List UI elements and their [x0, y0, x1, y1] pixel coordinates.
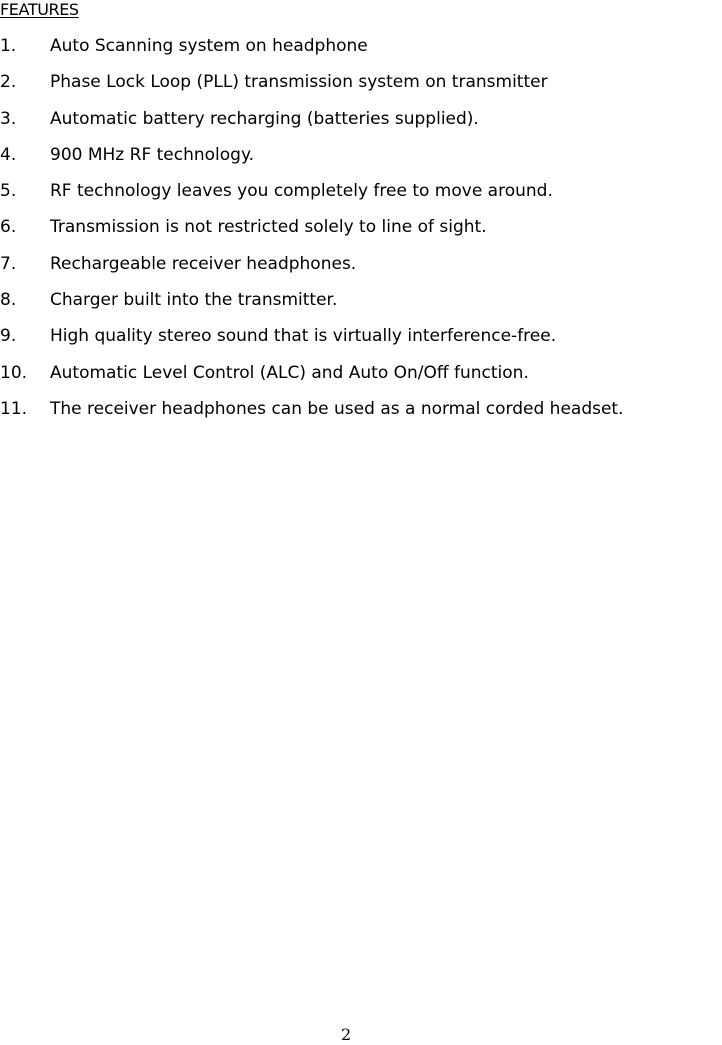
- feature-item: [0, 176, 722, 212]
- section-heading: FEATURES: [0, 0, 79, 19]
- feature-number: 6.: [0, 217, 17, 238]
- feature-text: Auto Scanning system on headphone: [50, 36, 368, 56]
- feature-number: 1.: [0, 36, 17, 56]
- feature-item: [0, 212, 722, 248]
- feature-text: Automatic Level Control (ALC) and Auto On/Off function.: [50, 362, 529, 383]
- feature-text: Phase Lock Loop (PLL) transmission system on transmitter: [50, 72, 548, 93]
- page-number: 2: [341, 1025, 352, 1044]
- feature-text: The receiver headphones can be used as a normal corded headset.: [50, 398, 624, 419]
- feature-item: [0, 140, 722, 176]
- feature-text: Charger built into the transmitter.: [50, 290, 338, 311]
- feature-item: [0, 394, 722, 430]
- feature-item: [0, 358, 722, 394]
- feature-item: [0, 67, 722, 103]
- feature-item: [0, 249, 722, 285]
- feature-number: 3.: [0, 108, 17, 129]
- feature-text: Rechargeable receiver headphones.: [50, 253, 357, 274]
- feature-text: RF technology leaves you completely free to move around.: [50, 181, 553, 202]
- feature-item: [0, 104, 722, 140]
- feature-number: 9.: [0, 326, 17, 347]
- feature-number: 7.: [0, 253, 17, 274]
- feature-number: 4.: [0, 144, 17, 165]
- feature-item: [0, 285, 722, 321]
- feature-text: High quality stereo sound that is virtually interference-free.: [50, 326, 557, 347]
- feature-number: 10.: [0, 362, 28, 383]
- feature-number: 2.: [0, 72, 17, 93]
- feature-item: [0, 31, 722, 67]
- feature-number: 8.: [0, 290, 17, 311]
- feature-text: Transmission is not restricted solely to line of sight.: [50, 217, 487, 238]
- feature-number: 5.: [0, 181, 17, 202]
- feature-text: Automatic battery recharging (batteries supplied).: [50, 108, 479, 129]
- feature-number: 11.: [0, 398, 28, 419]
- feature-item: [0, 321, 722, 357]
- features-list: [0, 31, 722, 430]
- feature-text: 900 MHz RF technology.: [50, 144, 254, 165]
